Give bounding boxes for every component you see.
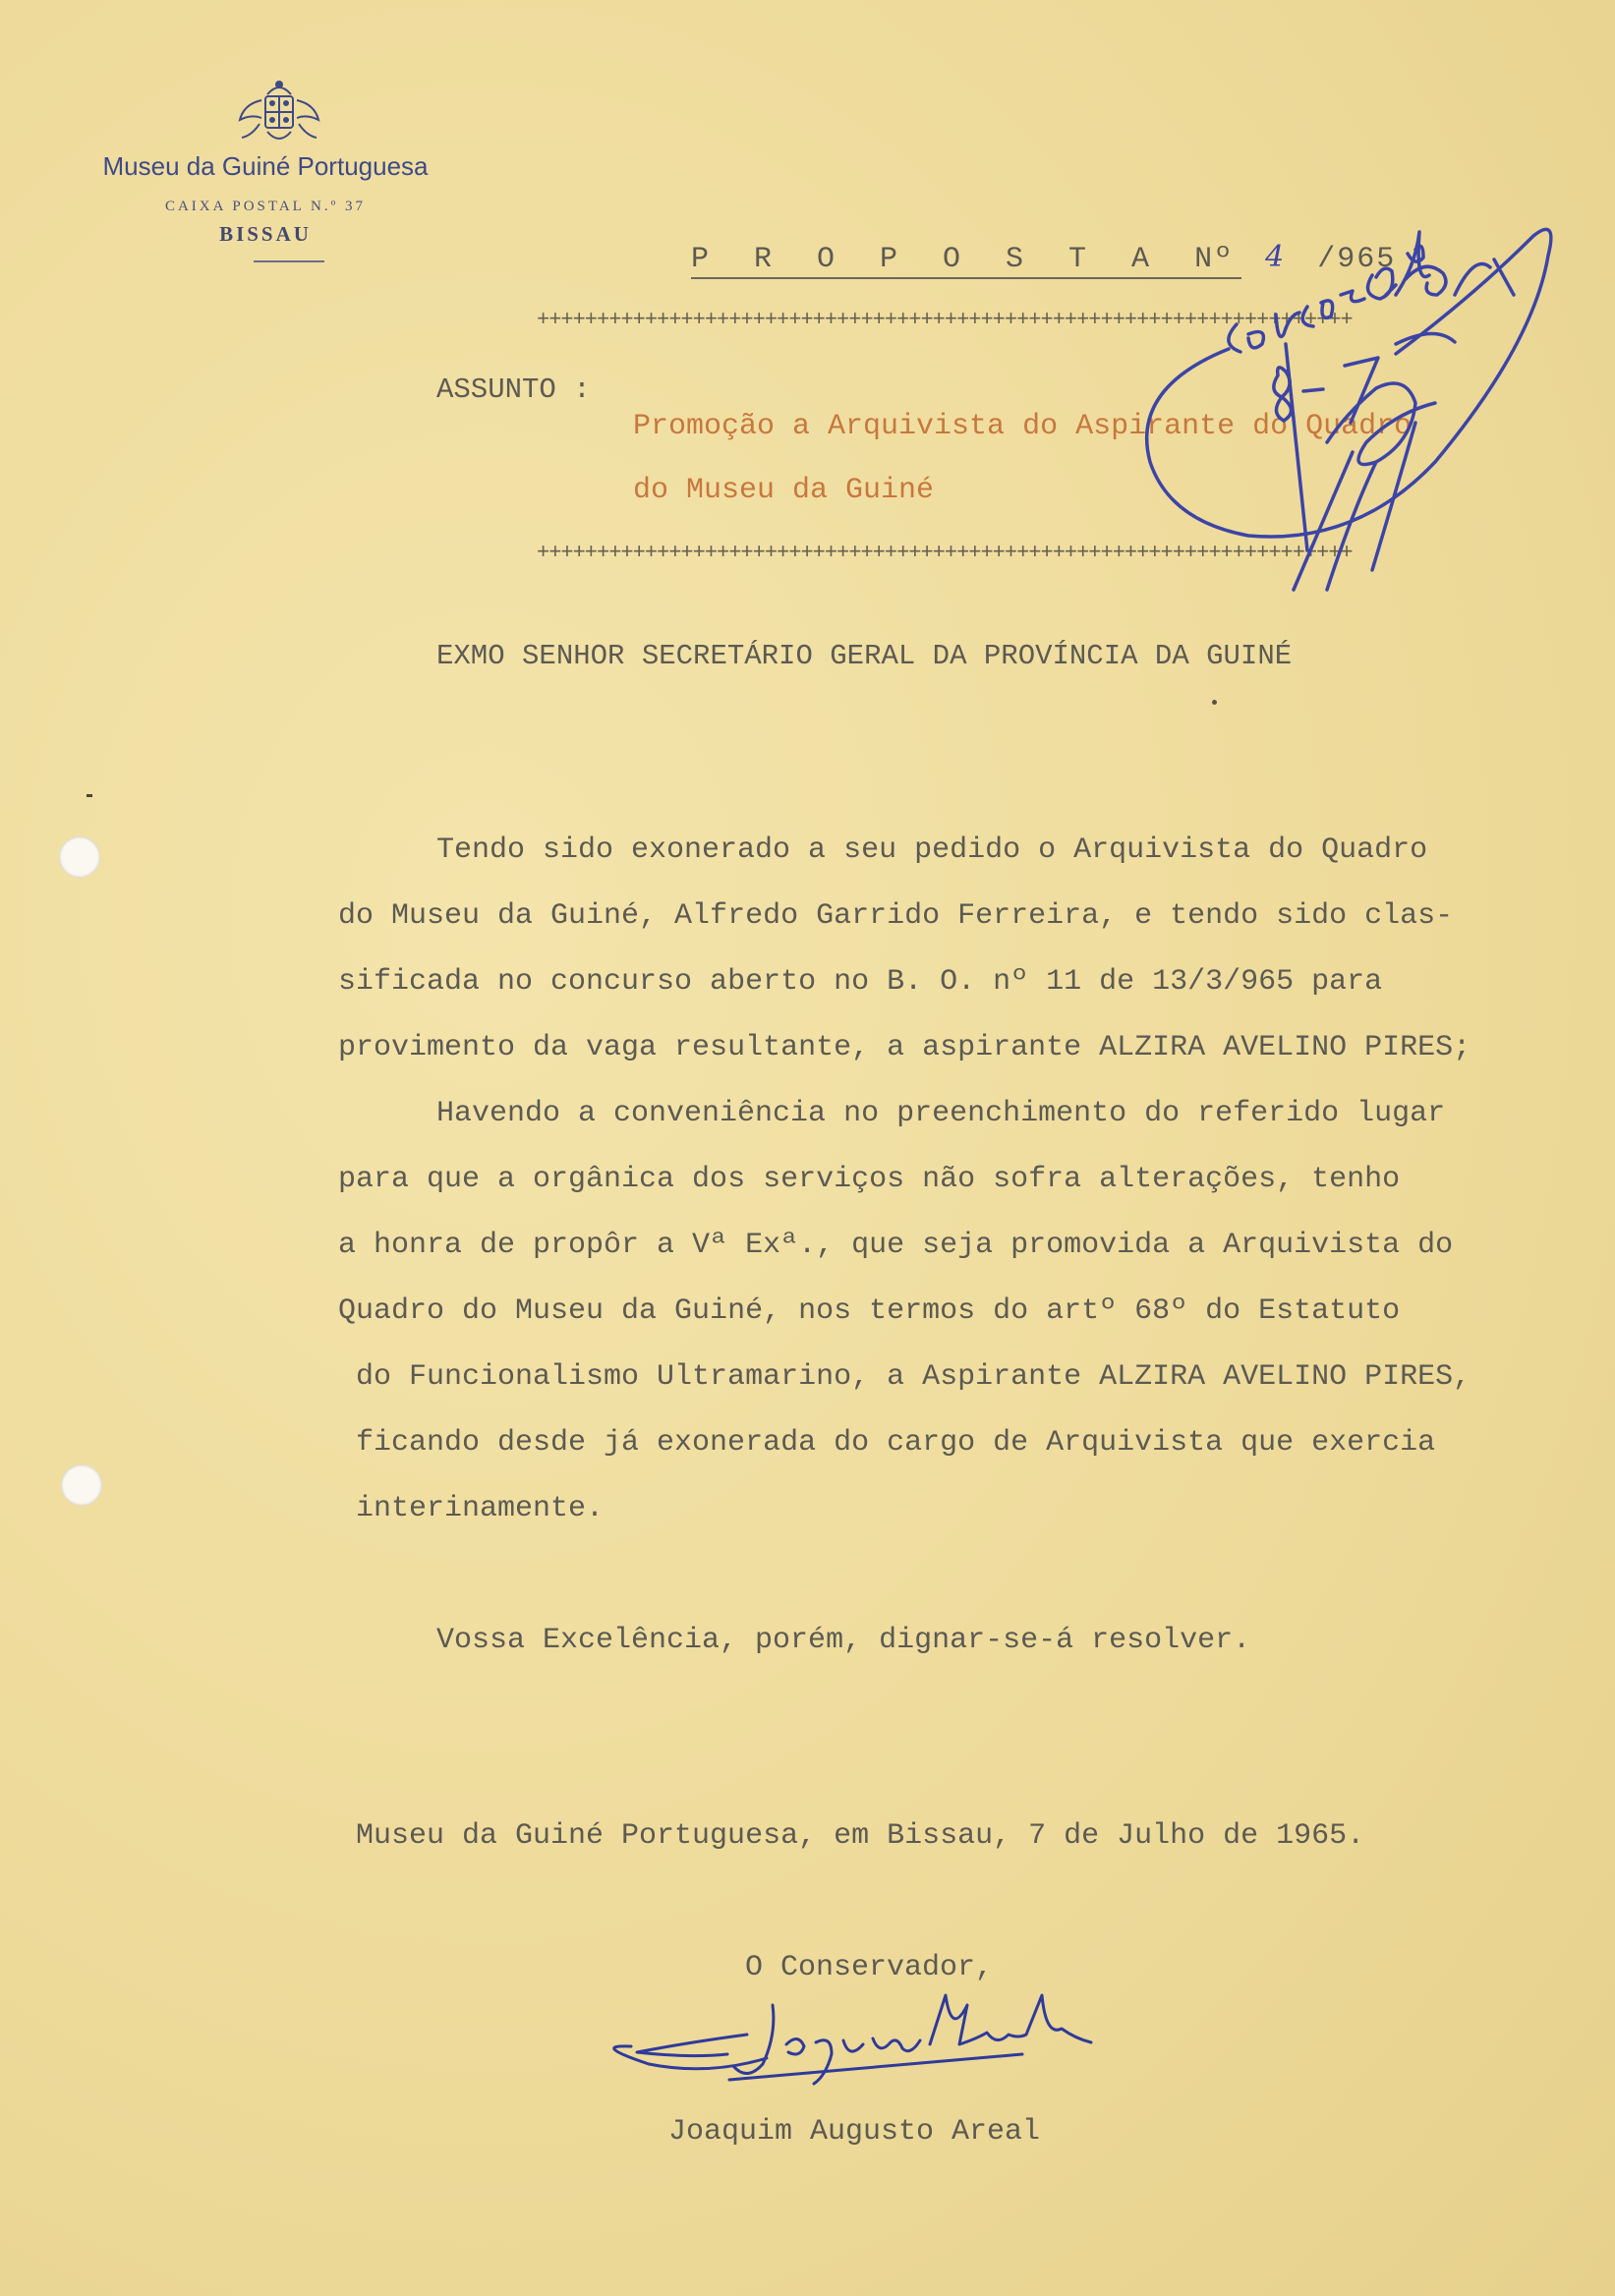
body-line: do Funcionalismo Ultramarino, a Aspirante ALZIRA AVELINO PIRES, [356,1360,1471,1394]
separator-bottom: ++++++++++++++++++++++++++++++++++++++++++++++++++++++++++++++++++++ [537,541,1353,565]
body-line: do Museu da Guiné, Alfredo Garrido Ferreira, e tendo sido clas- [338,899,1454,933]
proposal-title [691,240,1396,276]
signatory-name: Joaquim Augusto Areal [668,2115,1041,2149]
punch-hole [59,836,100,878]
letterhead-rule [254,260,324,262]
body-line: para que a orgânica dos serviços não sofra alterações, tenho [338,1163,1401,1196]
body-line: provimento da vaga resultante, a aspirante ALZIRA AVELINO PIRES; [338,1031,1471,1064]
body-line: Havendo a conveniência no preenchimento do referido lugar [436,1097,1446,1130]
body-line: Tendo sido exonerado a seu pedido o Arquivista do Quadro [436,833,1428,867]
place-date: Museu da Guiné Portuguesa, em Bissau, 7 de Julho de 1965. [356,1819,1365,1853]
body-line: ficando desde já exonerada do cargo de Arquivista que exercia [356,1426,1436,1460]
addressee: EXMO SENHOR SECRETÁRIO GERAL DA PROVÍNCIA DA GUINÉ [436,640,1293,672]
signoff-role: O Conservador, [745,1951,994,1984]
body-line: sificada no concurso aberto no B. O. nº 11 de 13/3/965 para [338,965,1383,999]
proposal-label: P R O P O S T A [691,243,1164,276]
punch-hole [61,1464,102,1506]
letterhead-city: BISSAU [219,222,312,246]
body-line: Quadro do Museu da Guiné, nos termos do artº 68º do Estatuto [338,1294,1401,1328]
body-line: interinamente. [356,1492,605,1525]
subject-line-1: Promoção a Arquivista do Aspirante do Quadro [633,410,1413,443]
letterhead-postal-box: CAIXA POSTAL N.º 37 [164,199,367,214]
subject-line-2: do Museu da Guiné [633,474,935,507]
proposal-number: 4 [1265,240,1287,274]
body-line: a honra de propôr a Vª Exª., que seja promovida a Arquivista do [338,1229,1454,1262]
letterhead-name: Museu da Guiné Portuguesa [102,151,429,181]
title-underline [691,277,1241,279]
proposal-number-prefix: Nº [1194,243,1235,276]
separator-top: ++++++++++++++++++++++++++++++++++++++++++++++++++++++++++++++++++++ [537,308,1353,332]
subject-label: ASSUNTO : [436,373,591,406]
coat-of-arms-icon [232,75,326,149]
paper-speck [1212,700,1217,705]
paper-speck [87,794,92,797]
closing-line: Vossa Excelência, porém, dignar-se-á resolver. [436,1624,1251,1657]
proposal-year: /965 [1317,243,1397,276]
